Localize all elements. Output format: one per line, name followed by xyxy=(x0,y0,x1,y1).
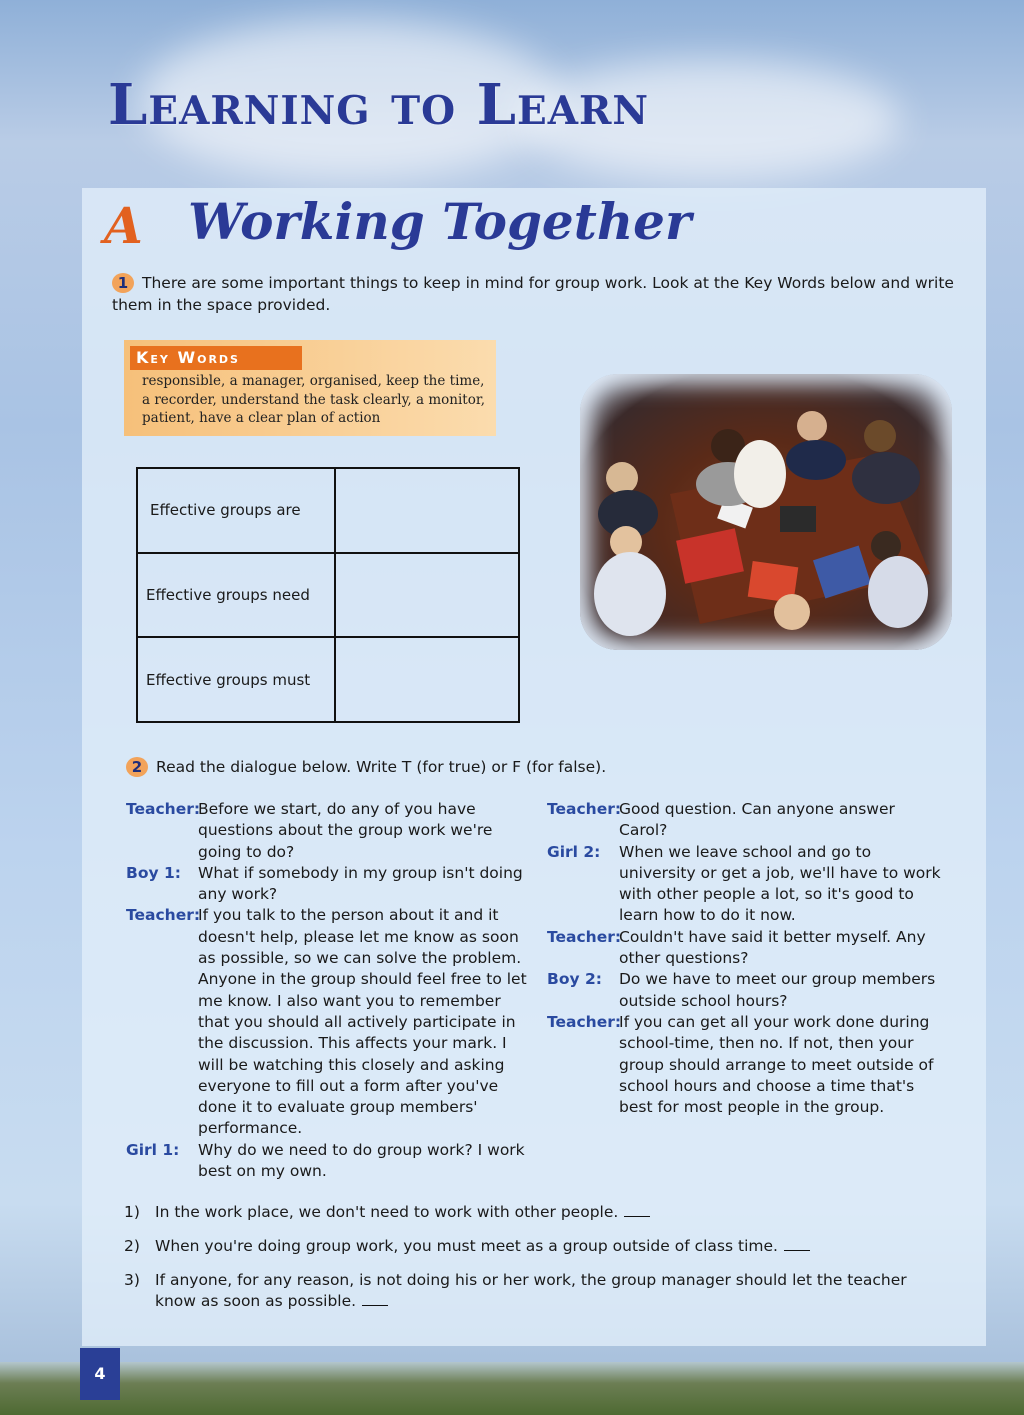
answer-cell[interactable] xyxy=(335,468,519,553)
speaker-label: Girl 2: xyxy=(547,842,601,861)
question-number: 2) xyxy=(124,1237,140,1255)
speaker-label: Boy 1: xyxy=(126,863,181,882)
speaker-label: Teacher: xyxy=(547,927,622,946)
page-title: Learning to Learn xyxy=(108,72,650,138)
key-words-box xyxy=(124,340,496,436)
effective-groups-table xyxy=(136,467,520,723)
section-letter: A xyxy=(104,196,143,255)
speaker-label: Boy 2: xyxy=(547,970,602,989)
speaker-label: Teacher: xyxy=(126,800,201,818)
answer-blank[interactable] xyxy=(624,1216,650,1217)
exercise-number-badge: 2 xyxy=(126,757,148,777)
dialogue-text: When we leave school and go to university or get a job, we'll have to work with other people a lot, so it's good to learn how to do it now. xyxy=(619,842,941,925)
table-row-label: Effective groups need xyxy=(137,553,335,638)
exercise-2-instruction xyxy=(126,756,826,778)
dialogue-text: Good question. Can anyone answer Carol? xyxy=(619,800,895,840)
speaker-label: Teacher: xyxy=(547,800,622,818)
dialogue-text: Why do we need to do group work? I work best on my own. xyxy=(198,1140,525,1181)
exercise-1-text: There are some important things to keep in mind for group work. Look at the Key Words below and write them in the space provided. xyxy=(112,274,954,314)
question-number: 1) xyxy=(124,1203,140,1221)
dialogue-text: Do we have to meet our group members outside school hours? xyxy=(619,970,936,1010)
key-words-title: Key Words xyxy=(130,346,302,370)
speaker-label: Teacher: xyxy=(547,1012,622,1031)
question-text-wrap xyxy=(155,1202,650,1223)
exercise-1-instruction xyxy=(112,272,962,316)
dialogue-left-column xyxy=(126,799,532,1182)
question-item xyxy=(124,1202,944,1223)
dialogue-text: If you talk to the person about it and it doesn't help, please let me know as soon as possible, so we can solve the problem. Anyone in the group should feel free to let me know. I also want you to remember that you should all actively participate in the discussion. This affects your mark. I will be watching this closely and asking everyone to fill out a form after you've done it to evaluate group members' performance. xyxy=(198,906,527,1138)
landscape-strip xyxy=(0,1362,1024,1415)
dialogue-line xyxy=(547,969,947,1012)
answer-blank[interactable] xyxy=(784,1250,810,1251)
table-row xyxy=(137,468,519,553)
table-row-label: Effective groups are xyxy=(137,468,335,553)
question-number: 3) xyxy=(124,1271,140,1289)
speaker-label: Teacher: xyxy=(126,906,201,925)
group-work-photo-illustration xyxy=(580,374,952,650)
dialogue-line xyxy=(547,1012,947,1118)
dialogue-line xyxy=(126,799,532,863)
question-text: If anyone, for any reason, is not doing his or her work, the group manager should let the teacher know as soon as possible. xyxy=(155,1271,907,1310)
question-text-wrap xyxy=(155,1270,944,1312)
question-text: In the work place, we don't need to work with other people. xyxy=(155,1203,619,1221)
dialogue-line xyxy=(547,927,947,970)
dialogue-text: What if somebody in my group isn't doing any work? xyxy=(198,863,523,904)
speaker-label: Girl 1: xyxy=(126,1140,180,1159)
section-heading: Working Together xyxy=(188,192,692,251)
exercise-2-text: Read the dialogue below. Write T (for true) or F (for false). xyxy=(156,758,607,776)
question-item xyxy=(124,1236,944,1257)
dialogue-line xyxy=(547,842,947,927)
question-item xyxy=(124,1270,944,1312)
answer-blank[interactable] xyxy=(362,1305,388,1306)
dialogue-text: Couldn't have said it better myself. Any other questions? xyxy=(619,927,926,968)
table-row-label: Effective groups must xyxy=(137,637,335,722)
key-words-list: responsible, a manager, organised, keep the time, a recorder, understand the task clearly, a monitor, patient, have a clear plan of action xyxy=(142,373,486,426)
question-text: When you're doing group work, you must meet as a group outside of class time. xyxy=(155,1237,778,1255)
exercise-number-badge: 1 xyxy=(112,273,134,293)
dialogue-line xyxy=(126,863,532,906)
true-false-questions xyxy=(124,1202,944,1325)
dialogue-text: If you can get all your work done during school-time, then no. If not, then your group should arrange to meet outside of school hours and choose a time that's best for most people in the group. xyxy=(619,1012,934,1117)
dialogue-right-column xyxy=(547,799,947,1118)
dialogue-line xyxy=(126,905,532,1139)
question-text-wrap xyxy=(155,1236,810,1257)
answer-cell[interactable] xyxy=(335,553,519,638)
dialogue-text: Before we start, do any of you have questions about the group work we're going to do? xyxy=(198,800,493,861)
dialogue-line xyxy=(547,799,947,842)
table-row xyxy=(137,637,519,722)
group-work-photo xyxy=(580,374,952,650)
table-row xyxy=(137,553,519,638)
dialogue-line xyxy=(126,1140,532,1183)
answer-cell[interactable] xyxy=(335,637,519,722)
page-number: 4 xyxy=(80,1348,120,1400)
